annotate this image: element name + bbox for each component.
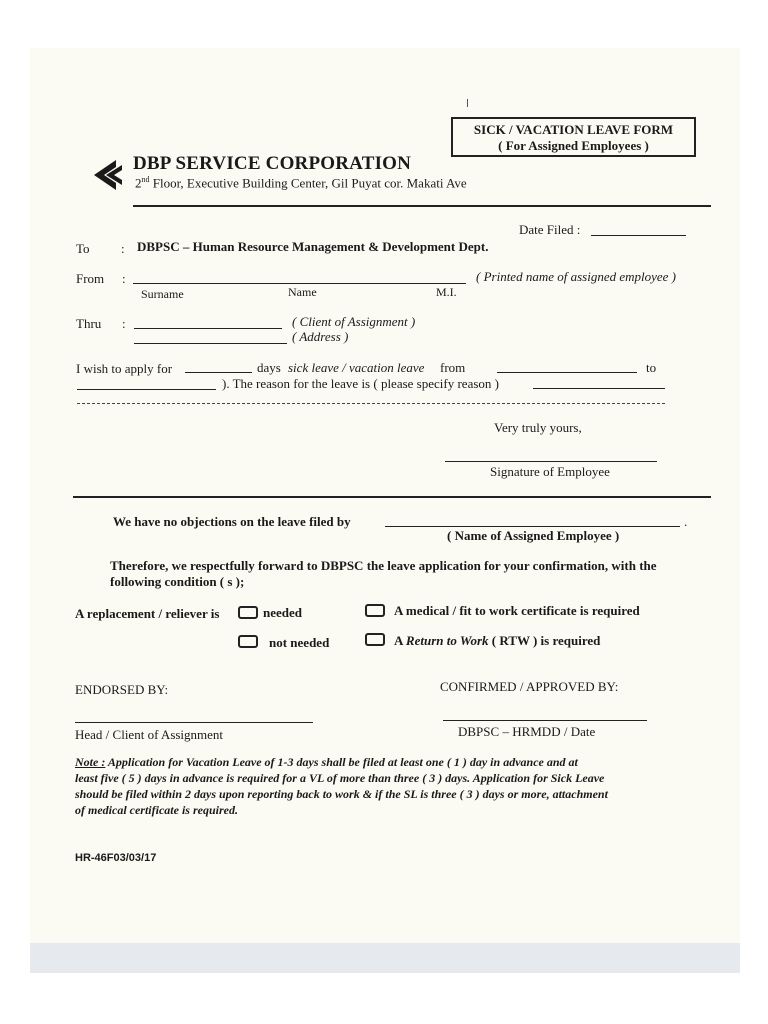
- medical-cert-label: A medical / fit to work certificate is required: [394, 603, 640, 618]
- reason-field-line-2[interactable]: [77, 403, 665, 404]
- section-divider: [73, 496, 711, 498]
- leave-type-text: sick leave / vacation leave: [288, 360, 425, 375]
- form-title: SICK / VACATION LEAVE FORM: [473, 122, 674, 137]
- note-label: Note :: [75, 755, 106, 769]
- note-line-1: Note : Application for Vacation Leave of 1-3 days shall be filed at least one ( 1 ) day in advance and at: [75, 755, 578, 769]
- signature-label: Signature of Employee: [490, 464, 610, 479]
- period-mark: .: [684, 514, 688, 529]
- client-field[interactable]: [134, 328, 282, 329]
- date-filed-label: Date Filed :: [519, 222, 581, 237]
- dbp-logo-icon: [92, 158, 126, 192]
- note-line-4: of medical certificate is required.: [75, 803, 238, 817]
- company-address: 2nd Floor, Executive Building Center, Gil Puyat cor. Makati Ave: [135, 175, 467, 191]
- forward-text-line-2: following condition ( s );: [110, 574, 245, 589]
- note-line-2: least five ( 5 ) days in advance is required for a VL of more than three ( 3 ) days. Application for Sick Leave: [75, 771, 605, 785]
- forward-text-line-1: Therefore, we respectfully forward to DBPSC the leave application for your confirmation, with the: [110, 558, 657, 573]
- not-needed-label: not needed: [269, 635, 330, 650]
- assigned-employee-hint: ( Name of Assigned Employee ): [447, 528, 620, 543]
- mi-label: M.I.: [436, 285, 457, 299]
- note-line-3: should be filed within 2 days upon reporting back to work & if the SL is three ( 3 ) days or more, attachment: [75, 787, 608, 801]
- employee-name-field[interactable]: [133, 283, 466, 284]
- apply-text: I wish to apply for: [76, 361, 173, 376]
- hrmdd-label: DBPSC – HRMDD / Date: [458, 724, 596, 739]
- needed-label: needed: [263, 605, 302, 620]
- reason-text: ). The reason for the leave is ( please specify reason ): [222, 376, 499, 391]
- scan-mark: [467, 99, 468, 107]
- address-field[interactable]: [134, 343, 287, 344]
- header-divider: [133, 205, 711, 207]
- medical-cert-checkbox[interactable]: [365, 604, 385, 617]
- to-label: To: [76, 241, 90, 256]
- not-needed-checkbox[interactable]: [238, 635, 258, 648]
- thru-colon: :: [122, 316, 126, 331]
- days-count-field[interactable]: [185, 372, 252, 373]
- endorser-signature-field[interactable]: [75, 722, 313, 723]
- to-colon: :: [121, 241, 125, 256]
- company-name: DBP SERVICE CORPORATION: [133, 153, 412, 174]
- client-hint: ( Client of Assignment ): [292, 314, 416, 329]
- needed-checkbox[interactable]: [238, 606, 258, 619]
- form-title-box: [451, 117, 696, 157]
- rtw-label: A Return to Work ( RTW ) is required: [394, 633, 601, 648]
- assigned-employee-field[interactable]: [385, 526, 680, 527]
- replacement-label: A replacement / reliever is: [75, 606, 220, 621]
- surname-label: Surname: [141, 287, 184, 301]
- days-text: days: [257, 360, 281, 375]
- approver-signature-field[interactable]: [443, 720, 647, 721]
- reason-field[interactable]: [533, 388, 665, 389]
- address-hint: ( Address ): [292, 329, 349, 344]
- from-label: From: [76, 271, 105, 286]
- head-client-label: Head / Client of Assignment: [75, 727, 224, 742]
- to-text: to: [646, 360, 657, 375]
- from-text: from: [440, 360, 466, 375]
- from-colon: :: [122, 271, 126, 286]
- form-code: HR-46F03/03/17: [75, 852, 157, 864]
- rtw-checkbox[interactable]: [365, 633, 385, 646]
- leave-from-date-field[interactable]: [497, 372, 637, 373]
- no-objection-text: We have no objections on the leave filed by: [113, 514, 351, 529]
- closing-text: Very truly yours,: [494, 420, 582, 435]
- thru-label: Thru: [76, 316, 102, 331]
- leave-to-date-field[interactable]: [77, 389, 216, 390]
- date-filed-field[interactable]: [591, 235, 686, 236]
- name-label: Name: [288, 285, 317, 299]
- endorsed-by-label: ENDORSED BY:: [75, 682, 169, 697]
- employee-signature-field[interactable]: [445, 461, 657, 462]
- to-value: DBPSC – Human Resource Management & Development Dept.: [137, 239, 489, 254]
- confirmed-by-label: CONFIRMED / APPROVED BY:: [440, 679, 619, 694]
- scanner-edge: [30, 943, 740, 973]
- printed-name-hint: ( Printed name of assigned employee ): [476, 269, 677, 284]
- form-subtitle: ( For Assigned Employees ): [498, 138, 649, 153]
